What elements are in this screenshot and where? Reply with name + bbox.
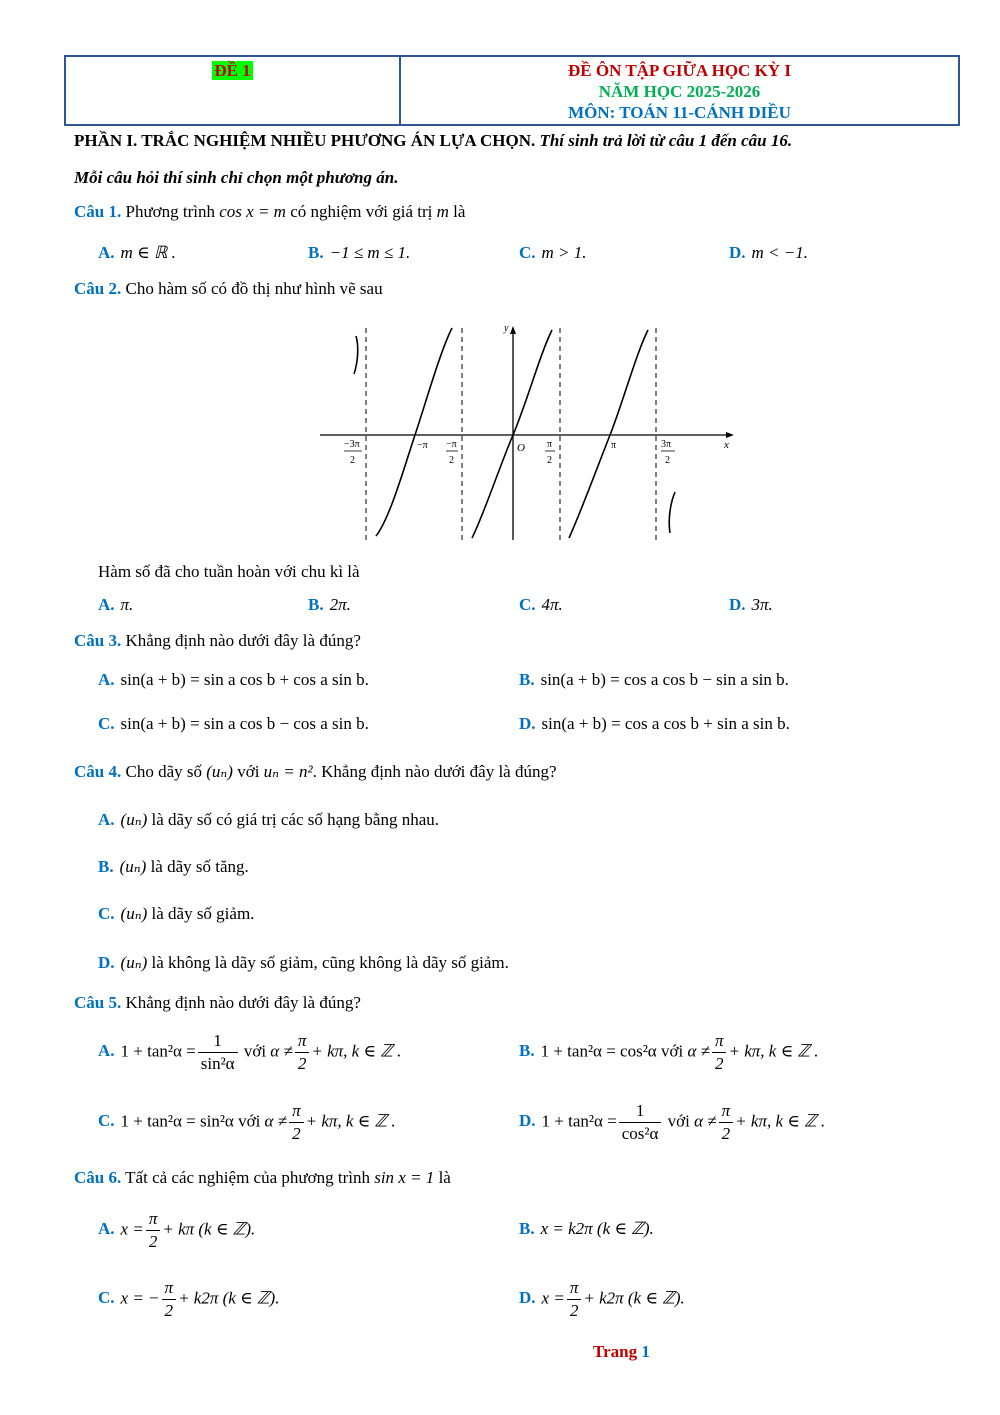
origin-label: O xyxy=(517,442,525,454)
q6-option-c[interactable] xyxy=(98,1277,279,1322)
q5-c-voi: với xyxy=(233,1111,265,1131)
q3-option-c[interactable] xyxy=(98,714,369,734)
part1-instruction-1: Thí sinh trả lời từ câu 1 đến câu 16. xyxy=(535,131,793,150)
q2-option-b-text: 2π. xyxy=(329,595,351,614)
q2-option-a-text: π. xyxy=(120,595,134,614)
q1-option-b[interactable] xyxy=(308,243,410,263)
q4-option-b[interactable] xyxy=(98,857,249,877)
option-b-label: B. xyxy=(98,857,114,876)
q3-label: Câu 3. xyxy=(74,631,122,650)
option-d-label: D. xyxy=(519,714,536,733)
tick-neg-pi-2-num: −π xyxy=(446,439,457,450)
q1-option-b-text: −1 ≤ m ≤ 1. xyxy=(329,243,411,262)
y-axis-arrow xyxy=(510,326,516,334)
q5-b-voi: với xyxy=(656,1041,688,1061)
question-1 xyxy=(74,202,465,222)
q5-d-num: 1 xyxy=(619,1100,662,1123)
q5-a-pi: π xyxy=(295,1030,310,1053)
q5-b-cond-b: + kπ, k ∈ ℤ . xyxy=(728,1041,819,1061)
option-c-label: C. xyxy=(98,1111,115,1131)
option-d-label: D. xyxy=(98,953,115,972)
q5-d-lhs: 1 + tan²α = xyxy=(541,1111,617,1131)
q6-option-d[interactable] xyxy=(519,1277,685,1322)
option-d-label: D. xyxy=(519,1288,536,1308)
q3-option-a[interactable] xyxy=(98,670,369,690)
q5-c-lhs: 1 + tan²α = sin²α xyxy=(120,1111,234,1131)
branch-right-bottom xyxy=(669,492,675,533)
school-year: NĂM HỌC 2025-2026 xyxy=(598,82,761,101)
q5-d-pi-frac xyxy=(719,1100,734,1145)
q5-c-pi: π xyxy=(289,1100,304,1123)
branch-centered-pi xyxy=(569,330,648,538)
q6-option-a[interactable] xyxy=(98,1208,255,1253)
option-b-label: B. xyxy=(519,1219,535,1238)
page-footer xyxy=(593,1342,650,1362)
q6-d-pre: x = xyxy=(541,1288,565,1308)
x-axis-arrow xyxy=(726,432,734,438)
option-a-label: A. xyxy=(98,1219,115,1239)
branch-left-top xyxy=(354,336,358,374)
q5-d-cond-b: + kπ, k ∈ ℤ . xyxy=(735,1111,826,1131)
q4-text-b: với xyxy=(232,762,264,781)
q3-option-b[interactable] xyxy=(519,670,789,690)
tick-neg-pi-2-den: 2 xyxy=(449,455,454,466)
q6-d-frac xyxy=(567,1277,582,1322)
q6-a-post: + kπ (k ∈ ℤ). xyxy=(162,1219,256,1239)
option-d-label: D. xyxy=(729,595,746,614)
option-b-label: B. xyxy=(308,243,324,262)
q1-option-c[interactable] xyxy=(519,243,587,263)
q3-option-b-text: sin(a + b) = cos a cos b − sin a sin b. xyxy=(540,670,789,689)
header-right-cell xyxy=(401,57,958,124)
header-table xyxy=(64,55,960,126)
q6-expr: sin x = 1 xyxy=(374,1168,435,1187)
q1-option-d[interactable] xyxy=(729,243,808,263)
option-b-label: B. xyxy=(519,1041,535,1061)
q4-seq-b: (uₙ) xyxy=(119,857,147,876)
q5-c-pi-frac xyxy=(289,1100,304,1145)
q3-text: Khẳng định nào dưới đây là đúng? xyxy=(121,631,361,650)
q2-option-a[interactable] xyxy=(98,595,133,615)
q6-text-b: là xyxy=(434,1168,451,1187)
tick-neg-pi: −π xyxy=(417,440,428,451)
q5-b-cond: α ≠ xyxy=(687,1041,710,1061)
q6-c-frac xyxy=(162,1277,177,1322)
q4-formula: uₙ = n² xyxy=(263,762,313,781)
q4-seq-c: (uₙ) xyxy=(120,904,148,923)
option-a-label: A. xyxy=(98,1041,115,1061)
q2-label: Câu 2. xyxy=(74,279,122,298)
q5-d-pi: π xyxy=(719,1100,734,1123)
footer-label: Trang xyxy=(593,1342,642,1361)
q4-option-b-text: là dãy số tăng. xyxy=(150,857,249,876)
tick-pi: π xyxy=(611,440,617,451)
y-label: y xyxy=(504,323,509,334)
question-2 xyxy=(74,279,383,299)
q5-option-d[interactable] xyxy=(519,1100,825,1145)
q2-follow-up: Hàm số đã cho tuần hoàn với chu kì là xyxy=(98,562,360,581)
option-c-label: C. xyxy=(98,904,115,923)
q5-option-b[interactable] xyxy=(519,1030,819,1075)
q4-option-d[interactable] xyxy=(98,953,509,973)
q5-d-voi: với xyxy=(663,1111,695,1131)
q5-d-cond: α ≠ xyxy=(694,1111,717,1131)
tangent-graph xyxy=(318,318,738,543)
q2-text: Cho hàm số có đồ thị như hình vẽ sau xyxy=(121,279,383,298)
q1-option-d-text: m < −1. xyxy=(751,243,809,262)
option-c-label: C. xyxy=(519,595,536,614)
q6-a-frac xyxy=(146,1208,161,1253)
q3-option-a-text: sin(a + b) = sin a cos b + cos a sin b. xyxy=(120,670,369,689)
q2-option-c-text: 4π. xyxy=(541,595,563,614)
part1-instruction-2 xyxy=(74,168,398,188)
q5-d-den: cos²α xyxy=(621,1124,659,1143)
q1-var: m xyxy=(436,202,449,221)
q5-b-lhs: 1 + tan²α = cos²α xyxy=(540,1041,657,1061)
q6-label: Câu 6. xyxy=(74,1168,122,1187)
q5-b-pi-frac xyxy=(712,1030,727,1075)
q4-option-a-text: là dãy số có giá trị các số hạng bằng nhau. xyxy=(151,810,439,829)
q2-option-d-text: 3π. xyxy=(751,595,773,614)
tick-pi-2-den: 2 xyxy=(547,455,552,466)
q5-b-two: 2 xyxy=(714,1054,724,1073)
q4-option-a[interactable] xyxy=(98,810,439,830)
q1-text-c: là xyxy=(448,202,466,221)
q4-seq-a: (uₙ) xyxy=(120,810,148,829)
q5-d-two: 2 xyxy=(721,1124,731,1143)
q5-option-a[interactable] xyxy=(98,1030,401,1075)
q4-option-c[interactable] xyxy=(98,904,254,924)
q5-a-num: 1 xyxy=(198,1030,238,1053)
q5-a-voi: với xyxy=(239,1041,271,1061)
q1-option-a-text: m ∈ ℝ . xyxy=(120,243,176,262)
q1-text-b: có nghiệm với giá trị xyxy=(285,202,437,221)
question-3 xyxy=(74,631,361,651)
q5-c-cond-b: + kπ, k ∈ ℤ . xyxy=(305,1111,396,1131)
q5-text: Khẳng định nào dưới đây là đúng? xyxy=(121,993,361,1012)
option-a-label: A. xyxy=(98,595,115,614)
q6-text-a: Tất cả các nghiệm của phương trình xyxy=(121,1168,375,1187)
option-a-label: A. xyxy=(98,810,115,829)
q4-option-c-text: là dãy số giảm. xyxy=(151,904,255,923)
q6-c-pi: π xyxy=(162,1277,177,1300)
header-left-cell xyxy=(66,57,401,124)
q1-text-a: Phương trình xyxy=(121,202,220,221)
q4-seq: (uₙ) xyxy=(206,762,233,781)
q5-b-pi: π xyxy=(712,1030,727,1053)
option-d-label: D. xyxy=(729,243,746,262)
q6-a-two: 2 xyxy=(148,1232,158,1251)
exam-title: ĐỀ ÔN TẬP GIỮA HỌC KỲ I xyxy=(568,61,791,80)
q3-option-c-text: sin(a + b) = sin a cos b − cos a sin b. xyxy=(120,714,369,733)
tick-3pi-2-num: 3π xyxy=(661,439,672,450)
q6-d-pi: π xyxy=(567,1277,582,1300)
option-a-label: A. xyxy=(98,670,115,689)
tick-pi-2-num: π xyxy=(547,439,553,450)
q6-a-pre: x = xyxy=(120,1219,144,1239)
tick-neg-3pi-2-num: −3π xyxy=(344,439,360,450)
q6-a-pi: π xyxy=(146,1208,161,1231)
q2-option-c[interactable] xyxy=(519,595,563,615)
option-b-label: B. xyxy=(308,595,324,614)
q1-option-a[interactable] xyxy=(98,243,176,263)
part1-instruction-2-text: Mỗi câu hỏi thí sinh chỉ chọn một phương án. xyxy=(74,168,399,187)
q5-a-den: sin²α xyxy=(200,1054,235,1073)
q5-option-c[interactable] xyxy=(98,1100,396,1145)
q3-option-d[interactable] xyxy=(519,714,790,734)
q1-option-c-text: m > 1. xyxy=(541,243,587,262)
part1-title: PHẦN I. TRẮC NGHIỆM NHIỀU PHƯƠNG ÁN LỰA CHỌN. xyxy=(74,131,536,150)
q5-a-fraction xyxy=(198,1030,238,1075)
question-6 xyxy=(74,1168,451,1188)
question-4 xyxy=(74,762,557,782)
q5-c-cond: α ≠ xyxy=(264,1111,288,1131)
option-c-label: C. xyxy=(98,714,115,733)
option-c-label: C. xyxy=(98,1288,115,1308)
option-d-label: D. xyxy=(519,1111,536,1131)
q6-b-text: x = k2π (k ∈ ℤ). xyxy=(540,1219,654,1238)
q6-c-post: + k2π (k ∈ ℤ). xyxy=(178,1288,280,1308)
q5-a-cond-b: + kπ, k ∈ ℤ . xyxy=(311,1041,402,1061)
q5-c-two: 2 xyxy=(292,1124,301,1143)
tick-3pi-2-den: 2 xyxy=(665,455,670,466)
subject: MÔN: TOÁN 11-CÁNH DIỀU xyxy=(568,103,791,122)
branch-centered-0 xyxy=(472,330,552,538)
q2-option-b[interactable] xyxy=(308,595,351,615)
q5-label: Câu 5. xyxy=(74,993,122,1012)
q4-text-c: . Khẳng định nào dưới đây là đúng? xyxy=(312,762,557,781)
q6-d-post: + k2π (k ∈ ℤ). xyxy=(583,1288,685,1308)
q4-label: Câu 4. xyxy=(74,762,122,781)
q2-option-d[interactable] xyxy=(729,595,773,615)
q4-seq-d: (uₙ) xyxy=(120,953,148,972)
q4-option-d-text: là không là dãy số giảm, cũng không là dãy số giảm. xyxy=(151,953,509,972)
branch-centered-neg-pi xyxy=(376,328,452,536)
page-number: 1 xyxy=(641,1342,650,1361)
q6-c-pre: x = − xyxy=(120,1288,160,1308)
option-a-label: A. xyxy=(98,243,115,262)
option-b-label: B. xyxy=(519,670,535,689)
part1-heading xyxy=(74,131,792,151)
q6-d-two: 2 xyxy=(569,1301,579,1320)
q3-option-d-text: sin(a + b) = cos a cos b + sin a sin b. xyxy=(541,714,790,733)
q1-label: Câu 1. xyxy=(74,202,122,221)
exam-number: ĐỀ 1 xyxy=(214,61,251,80)
question-5 xyxy=(74,993,361,1013)
q5-d-fraction xyxy=(619,1100,662,1145)
x-label: x xyxy=(724,439,729,451)
q5-a-lhs: 1 + tan²α = xyxy=(120,1041,196,1061)
q5-a-cond: α ≠ xyxy=(270,1041,293,1061)
q6-c-two: 2 xyxy=(164,1301,174,1320)
q6-option-b[interactable] xyxy=(519,1219,654,1239)
q5-a-pi-frac xyxy=(295,1030,310,1075)
q4-text-a: Cho dãy số xyxy=(121,762,207,781)
q5-a-two: 2 xyxy=(297,1054,307,1073)
tick-neg-3pi-2-den: 2 xyxy=(350,455,355,466)
option-c-label: C. xyxy=(519,243,536,262)
q1-expr: cos x = m xyxy=(219,202,286,221)
